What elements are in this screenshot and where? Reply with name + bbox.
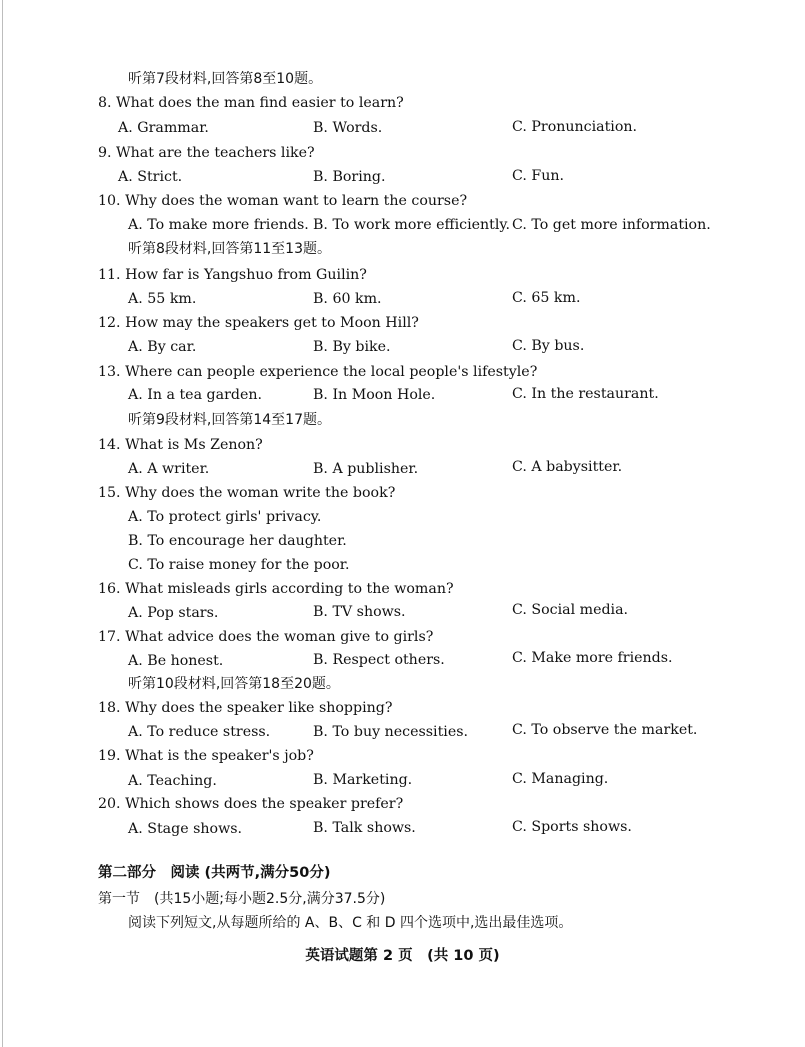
question-9-option-a: A. Strict. (118, 169, 183, 185)
question-16-option-c: C. Social media. (512, 602, 629, 618)
question-10-stem: 10. Why does the woman want to learn the course? (98, 193, 468, 209)
question-10-option-b: B. To work more efficiently. (313, 217, 511, 233)
question-17-option-c: C. Make more friends. (512, 650, 673, 666)
instruction-10: 听第10段材料,回答第18至20题。 (128, 676, 340, 692)
question-18-option-a: A. To reduce stress. (128, 724, 271, 740)
question-12-option-b: B. By bike. (313, 339, 391, 355)
question-17-option-a: A. Be honest. (128, 653, 224, 669)
question-13-option-b: B. In Moon Hole. (313, 387, 436, 403)
question-9-option-b: B. Boring. (313, 169, 386, 185)
page-footer: 英语试题第 2 页 (共 10 页) (305, 948, 500, 964)
question-18-option-c: C. To observe the market. (512, 722, 698, 738)
question-11-option-b: B. 60 km. (313, 291, 382, 307)
question-20-option-c: C. Sports shows. (512, 819, 632, 835)
question-20-stem: 20. Which shows does the speaker prefer? (98, 796, 404, 812)
question-14-option-a: A. A writer. (128, 461, 210, 477)
question-10-option-a: A. To make more friends. (128, 217, 309, 233)
question-15-option-c: C. To raise money for the poor. (128, 557, 350, 573)
question-9-option-c: C. Fun. (512, 168, 564, 184)
question-11-option-a: A. 55 km. (128, 291, 197, 307)
question-20-option-b: B. Talk shows. (313, 820, 416, 836)
question-13-stem: 13. Where can people experience the local people's lifestyle? (98, 364, 538, 380)
question-16-option-b: B. TV shows. (313, 604, 406, 620)
question-8-option-c: C. Pronunciation. (512, 119, 638, 135)
question-19-option-a: A. Teaching. (128, 773, 217, 789)
question-17-stem: 17. What advice does the woman give to girls? (98, 629, 434, 645)
question-8-option-a: A. Grammar. (118, 120, 209, 136)
question-15-option-b: B. To encourage her daughter. (128, 533, 347, 549)
instruction-9: 听第9段材料,回答第14至17题。 (128, 412, 331, 428)
question-19-stem: 19. What is the speaker's job? (98, 748, 314, 764)
question-14-option-c: C. A babysitter. (512, 459, 623, 475)
question-11-stem: 11. How far is Yangshuo from Guilin? (98, 267, 367, 283)
section-1-heading: 第一节 (共15小题;每小题2.5分,满分37.5分) (98, 891, 386, 907)
question-8-option-b: B. Words. (313, 120, 383, 136)
question-11-option-c: C. 65 km. (512, 290, 581, 306)
question-16-stem: 16. What misleads girls according to the woman? (98, 581, 454, 597)
question-13-option-a: A. In a tea garden. (128, 387, 262, 403)
question-18-option-b: B. To buy necessities. (313, 724, 469, 740)
question-12-option-c: C. By bus. (512, 338, 585, 354)
question-18-stem: 18. Why does the speaker like shopping? (98, 700, 393, 716)
question-15-option-a: A. To protect girls' privacy. (128, 509, 322, 525)
question-20-option-a: A. Stage shows. (128, 821, 243, 837)
question-12-stem: 12. How may the speakers get to Moon Hill? (98, 315, 419, 331)
question-13-option-c: C. In the restaurant. (512, 386, 659, 402)
question-19-option-b: B. Marketing. (313, 772, 413, 788)
question-12-option-a: A. By car. (128, 339, 197, 355)
question-9-stem: 9. What are the teachers like? (98, 145, 315, 161)
page-edge (2, 0, 3, 1047)
question-14-option-b: B. A publisher. (313, 461, 419, 477)
question-10-option-c: C. To get more information. (512, 217, 711, 233)
question-14-stem: 14. What is Ms Zenon? (98, 437, 263, 453)
question-19-option-c: C. Managing. (512, 771, 609, 787)
question-17-option-b: B. Respect others. (313, 652, 445, 668)
reading-instructions: 阅读下列短文,从每题所给的 A、B、C 和 D 四个选项中,选出最佳选项。 (128, 915, 573, 931)
question-8-stem: 8. What does the man find easier to learn? (98, 95, 404, 111)
instruction-8: 听第8段材料,回答第11至13题。 (128, 241, 331, 257)
question-15-stem: 15. Why does the woman write the book? (98, 485, 396, 501)
question-16-option-a: A. Pop stars. (128, 605, 219, 621)
instruction-7: 听第7段材料,回答第8至10题。 (128, 71, 323, 87)
part-2-heading: 第二部分 阅读 (共两节,满分50分) (98, 865, 331, 881)
